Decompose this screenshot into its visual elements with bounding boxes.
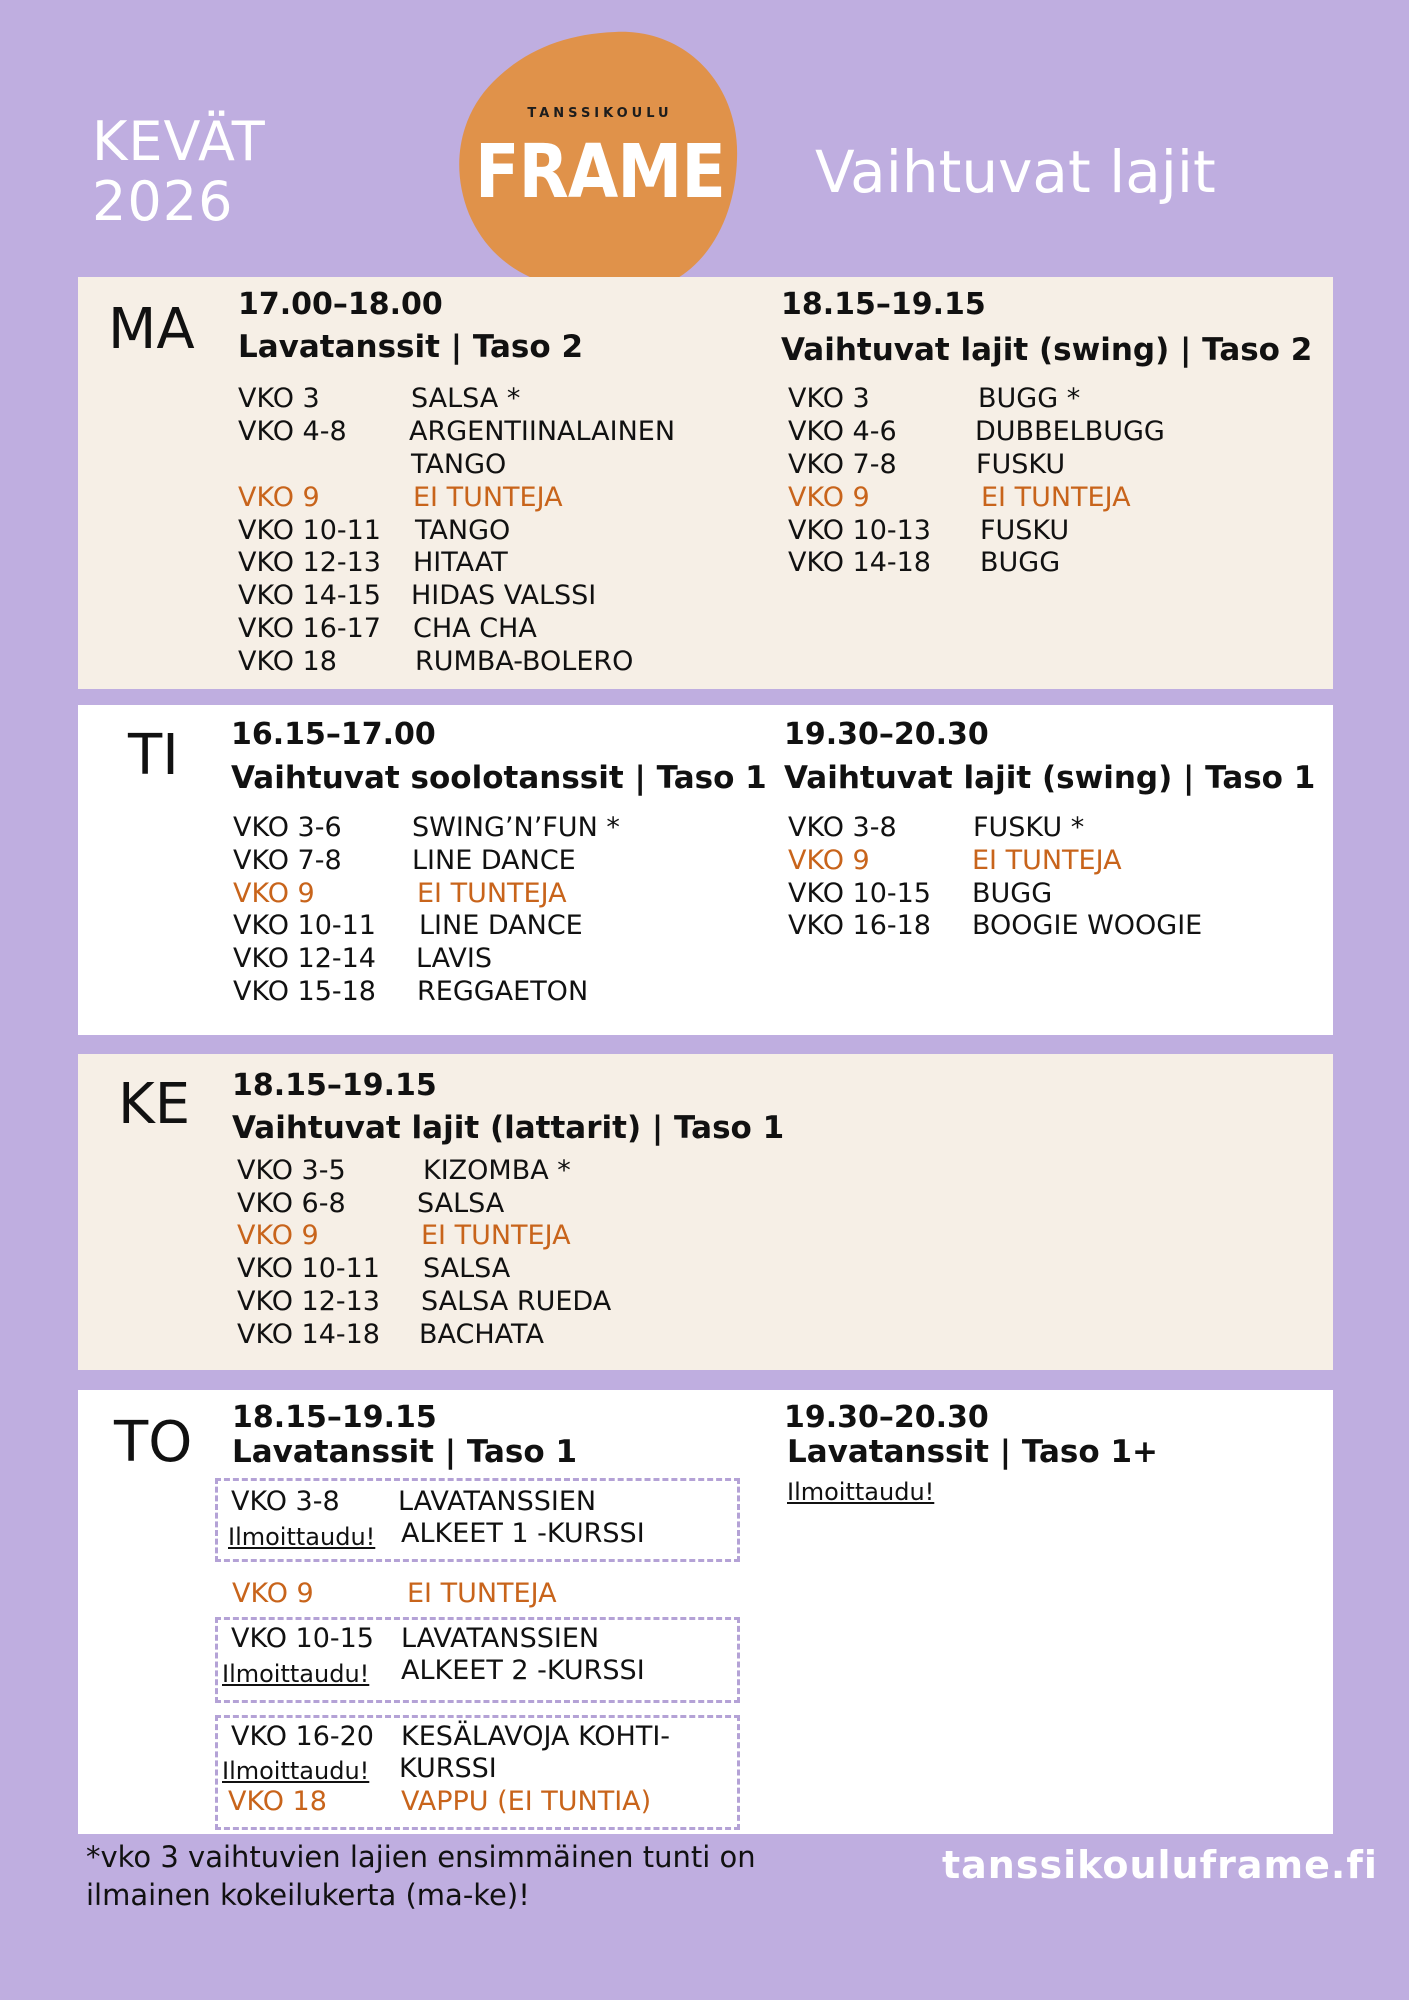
schedule-dance: HITAAT bbox=[413, 547, 508, 578]
schedule-dance: SALSA bbox=[417, 1188, 505, 1219]
schedule-week: VKO 10-13 bbox=[788, 515, 931, 546]
ke-left-title: Vaihtuvat lajit (lattarit) | Taso 1 bbox=[232, 1110, 785, 1146]
schedule-dance: FUSKU bbox=[976, 449, 1066, 480]
schedule-week: VKO 7-8 bbox=[233, 845, 342, 876]
schedule-week: VKO 9 bbox=[788, 482, 870, 513]
schedule-week: VKO 10-11 bbox=[237, 1253, 380, 1284]
schedule-dance: EI TUNTEJA bbox=[413, 482, 563, 513]
ti-right-time: 19.30–20.30 bbox=[784, 717, 989, 752]
schedule-dance: BUGG bbox=[980, 547, 1061, 578]
schedule-week: VKO 14-18 bbox=[788, 547, 931, 578]
page-title: Vaihtuvat lajit bbox=[815, 138, 1216, 206]
schedule-week: VKO 3-5 bbox=[237, 1155, 346, 1186]
schedule-dance: BACHATA bbox=[419, 1319, 544, 1350]
schedule-week: VKO 16-17 bbox=[238, 613, 381, 644]
schedule-week: VKO 4-8 bbox=[238, 416, 347, 447]
schedule-dance: LINE DANCE bbox=[412, 845, 576, 876]
schedule-week: VKO 3 bbox=[238, 383, 320, 414]
schedule-dance: LAVIS bbox=[416, 943, 492, 974]
schedule-dance: HIDAS VALSSI bbox=[411, 580, 597, 611]
ma-right-time: 18.15–19.15 bbox=[781, 287, 986, 322]
day-label-ke: KE bbox=[118, 1072, 191, 1137]
schedule-dance: LINE DANCE bbox=[419, 910, 583, 941]
schedule-dance: TANGO bbox=[411, 449, 507, 480]
schedule-dance: BUGG bbox=[972, 878, 1053, 909]
course-name: LAVATANSSIEN bbox=[398, 1486, 597, 1517]
schedule-dance: EI TUNTEJA bbox=[421, 1220, 571, 1251]
schedule-dance: EI TUNTEJA bbox=[972, 845, 1122, 876]
course-name: ALKEET 1 -KURSSI bbox=[401, 1518, 645, 1549]
schedule-week: VKO 9 bbox=[788, 845, 870, 876]
schedule-week: VKO 10-11 bbox=[238, 515, 381, 546]
schedule-dance: SALSA * bbox=[411, 383, 521, 414]
schedule-week: VKO 14-15 bbox=[238, 580, 381, 611]
course-week: VKO 16-20 bbox=[231, 1721, 374, 1752]
ma-right-title: Vaihtuvat lajit (swing) | Taso 2 bbox=[781, 332, 1313, 368]
schedule-dance: KIZOMBA * bbox=[423, 1155, 571, 1186]
schedule-dance: SWING’N’FUN * bbox=[412, 812, 620, 843]
schedule-week: VKO 3-8 bbox=[788, 812, 897, 843]
schedule-dance: EI TUNTEJA bbox=[981, 482, 1131, 513]
day-label-ma: MA bbox=[108, 297, 195, 362]
signup-link[interactable]: Ilmoittaudu! bbox=[222, 1757, 370, 1785]
course-name: VAPPU (EI TUNTIA) bbox=[401, 1786, 652, 1817]
tuesday-panel bbox=[78, 705, 1333, 1035]
schedule-week: VKO 9 bbox=[237, 1220, 319, 1251]
schedule-dance: REGGAETON bbox=[417, 976, 589, 1007]
schedule-dance: FUSKU * bbox=[973, 812, 1085, 843]
frame-logo bbox=[455, 24, 745, 302]
day-label-to: TO bbox=[114, 1410, 193, 1475]
schedule-dance: TANGO bbox=[415, 515, 511, 546]
logo-small-text: TANSSIKOULU bbox=[527, 106, 673, 121]
day-label-ti: TI bbox=[128, 723, 179, 788]
schedule-dance: DUBBELBUGG bbox=[975, 416, 1165, 447]
schedule-dance: FUSKU bbox=[980, 515, 1070, 546]
course-week: VKO 10-15 bbox=[231, 1623, 374, 1654]
schedule-dance: BUGG * bbox=[978, 383, 1081, 414]
signup-link[interactable]: Ilmoittaudu! bbox=[222, 1660, 370, 1688]
schedule-dance: SALSA RUEDA bbox=[421, 1286, 612, 1317]
schedule-week: VKO 9 bbox=[232, 1578, 314, 1609]
course-week: VKO 18 bbox=[228, 1786, 327, 1817]
schedule-dance: EI TUNTEJA bbox=[407, 1578, 557, 1609]
schedule-week: VKO 6-8 bbox=[237, 1188, 346, 1219]
schedule-week: VKO 9 bbox=[238, 482, 320, 513]
to-left-title: Lavatanssit | Taso 1 bbox=[232, 1434, 578, 1470]
ma-left-title: Lavatanssit | Taso 2 bbox=[238, 329, 584, 365]
to-left-time: 18.15–19.15 bbox=[232, 1400, 437, 1435]
season-label bbox=[92, 112, 266, 232]
ma-left-time: 17.00–18.00 bbox=[238, 287, 443, 322]
schedule-week: VKO 10-15 bbox=[788, 878, 931, 909]
course-box-alkeet-2 bbox=[215, 1617, 740, 1703]
website-link[interactable]: tanssikouluframe.fi bbox=[942, 1843, 1378, 1887]
schedule-dance: SALSA bbox=[423, 1253, 511, 1284]
ke-left-time: 18.15–19.15 bbox=[232, 1068, 437, 1103]
course-week: VKO 3-8 bbox=[231, 1486, 340, 1517]
schedule-week: VKO 4-6 bbox=[788, 416, 897, 447]
to-right-title: Lavatanssit | Taso 1+ bbox=[787, 1434, 1159, 1470]
schedule-week: VKO 15-18 bbox=[233, 976, 376, 1007]
footnote-line-1: *vko 3 vaihtuvien lajien ensimmäinen tunti on bbox=[86, 1840, 756, 1874]
schedule-week: VKO 7-8 bbox=[788, 449, 897, 480]
schedule-week: VKO 12-13 bbox=[237, 1286, 380, 1317]
season-line-2: 2026 bbox=[92, 170, 234, 233]
schedule-week: VKO 3-6 bbox=[233, 812, 342, 843]
season-line-1: KEVÄT bbox=[92, 110, 266, 173]
schedule-week: VKO 18 bbox=[238, 646, 337, 677]
to-right-time: 19.30–20.30 bbox=[784, 1400, 989, 1435]
logo-big-text: FRAME bbox=[475, 129, 725, 215]
footnote-line-2: ilmainen kokeilukerta (ma-ke)! bbox=[86, 1878, 530, 1912]
schedule-week: VKO 9 bbox=[233, 878, 315, 909]
course-name: KURSSI bbox=[399, 1753, 497, 1784]
course-name: KESÄLAVOJA KOHTI- bbox=[401, 1721, 671, 1752]
monday-panel bbox=[78, 277, 1333, 689]
signup-link[interactable]: Ilmoittaudu! bbox=[228, 1523, 376, 1551]
schedule-dance: RUMBA-BOLERO bbox=[415, 646, 634, 677]
schedule-week: VKO 12-13 bbox=[238, 547, 381, 578]
schedule-week: VKO 3 bbox=[788, 383, 870, 414]
schedule-week: VKO 16-18 bbox=[788, 910, 931, 941]
schedule-dance: BOOGIE WOOGIE bbox=[972, 910, 1203, 941]
signup-link[interactable]: Ilmoittaudu! bbox=[787, 1478, 935, 1506]
course-name: LAVATANSSIEN bbox=[401, 1623, 600, 1654]
schedule-dance: EI TUNTEJA bbox=[417, 878, 567, 909]
footnote bbox=[86, 1838, 756, 1914]
ti-right-title: Vaihtuvat lajit (swing) | Taso 1 bbox=[784, 760, 1316, 796]
schedule-week: VKO 12-14 bbox=[233, 943, 376, 974]
ti-left-title: Vaihtuvat soolotanssit | Taso 1 bbox=[231, 760, 767, 796]
schedule-week: VKO 10-11 bbox=[233, 910, 376, 941]
thursday-panel bbox=[78, 1390, 1333, 1834]
schedule-dance: CHA CHA bbox=[413, 613, 537, 644]
course-box-kesalavoja bbox=[215, 1715, 740, 1830]
course-box-alkeet-1 bbox=[215, 1478, 740, 1562]
course-name: ALKEET 2 -KURSSI bbox=[401, 1655, 645, 1686]
ti-left-time: 16.15–17.00 bbox=[231, 717, 436, 752]
schedule-week: VKO 14-18 bbox=[237, 1319, 380, 1350]
wednesday-panel bbox=[78, 1054, 1333, 1370]
schedule-dance: ARGENTIINALAINEN bbox=[409, 416, 676, 447]
